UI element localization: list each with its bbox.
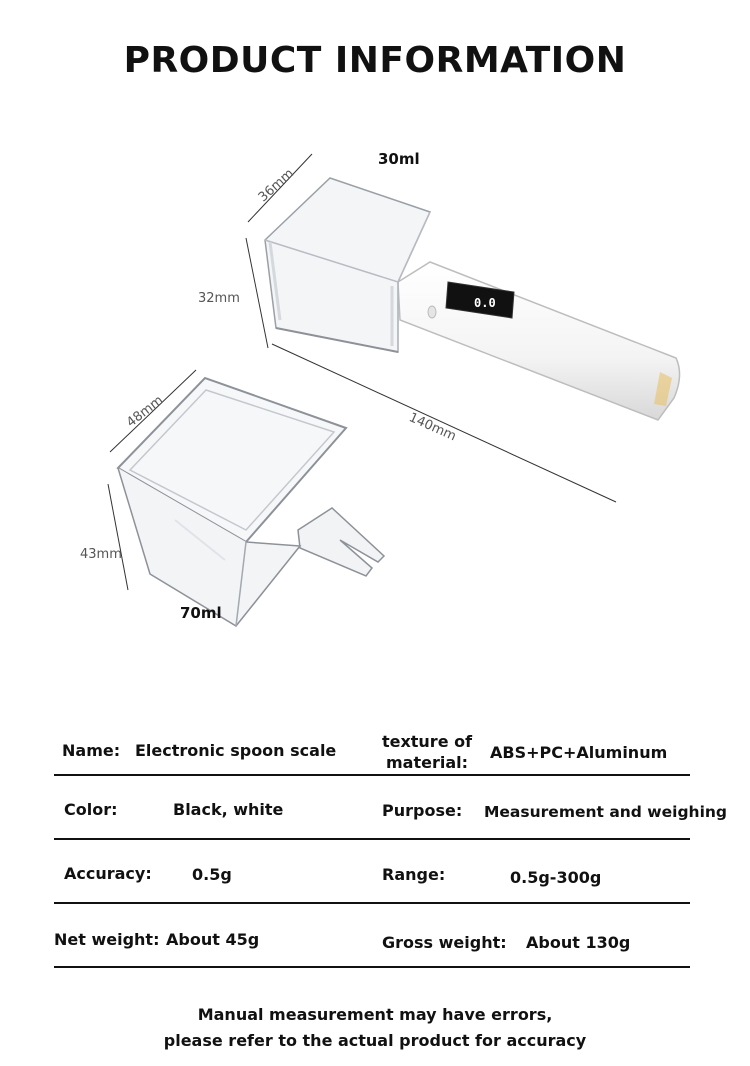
spec-value-net-weight: About 45g <box>166 930 260 949</box>
spec-row <box>54 776 728 840</box>
page-title: PRODUCT INFORMATION <box>123 40 627 81</box>
spec-label-accuracy: Accuracy: <box>64 864 152 883</box>
product-illustration <box>0 120 750 660</box>
small-cup-with-handle <box>265 178 680 420</box>
small-cup-label: 30ml <box>378 150 420 168</box>
dim-large-depth: 48mm <box>123 392 167 431</box>
display-reading: 0.0 <box>474 296 496 310</box>
scale-handle <box>398 262 680 420</box>
spec-value-gross-weight: About 130g <box>526 933 631 952</box>
spec-label-name: Name: <box>62 741 121 760</box>
dim-total-length: 140mm <box>406 410 459 445</box>
spec-label-material-line2: material: <box>385 753 469 772</box>
dim-small-depth: 36mm <box>255 166 297 206</box>
dim-large-height: 43mm <box>80 547 122 562</box>
spec-value-color: Black, white <box>173 800 284 819</box>
dim-small-height: 32mm <box>198 291 240 306</box>
spec-row <box>54 904 690 968</box>
cup-tab <box>298 508 384 576</box>
spec-value-purpose: Measurement and weighing <box>484 803 728 821</box>
spec-value-range: 0.5g-300g <box>510 868 602 887</box>
spec-label-range: Range: <box>382 865 446 884</box>
spec-value-accuracy: 0.5g <box>192 865 232 884</box>
spec-row <box>54 722 690 776</box>
spec-label-purpose: Purpose: <box>382 801 463 820</box>
disclaimer-note <box>0 1002 750 1054</box>
large-cup <box>118 378 384 626</box>
spec-value-name: Electronic spoon scale <box>135 741 337 760</box>
large-cup-label: 70ml <box>180 604 222 622</box>
disclaimer-line-1: Manual measurement may have errors, <box>197 1005 553 1024</box>
spec-label-material-line1: texture of <box>381 732 473 751</box>
spec-label-material <box>372 731 482 773</box>
spec-label-net-weight: Net weight: <box>54 930 160 949</box>
spec-label-color: Color: <box>64 800 118 819</box>
disclaimer-line-2: please refer to the actual product for accuracy <box>163 1031 587 1050</box>
spec-row <box>54 840 690 904</box>
spec-value-material: ABS+PC+Aluminum <box>490 743 668 762</box>
spec-label-gross-weight: Gross weight: <box>382 933 507 952</box>
